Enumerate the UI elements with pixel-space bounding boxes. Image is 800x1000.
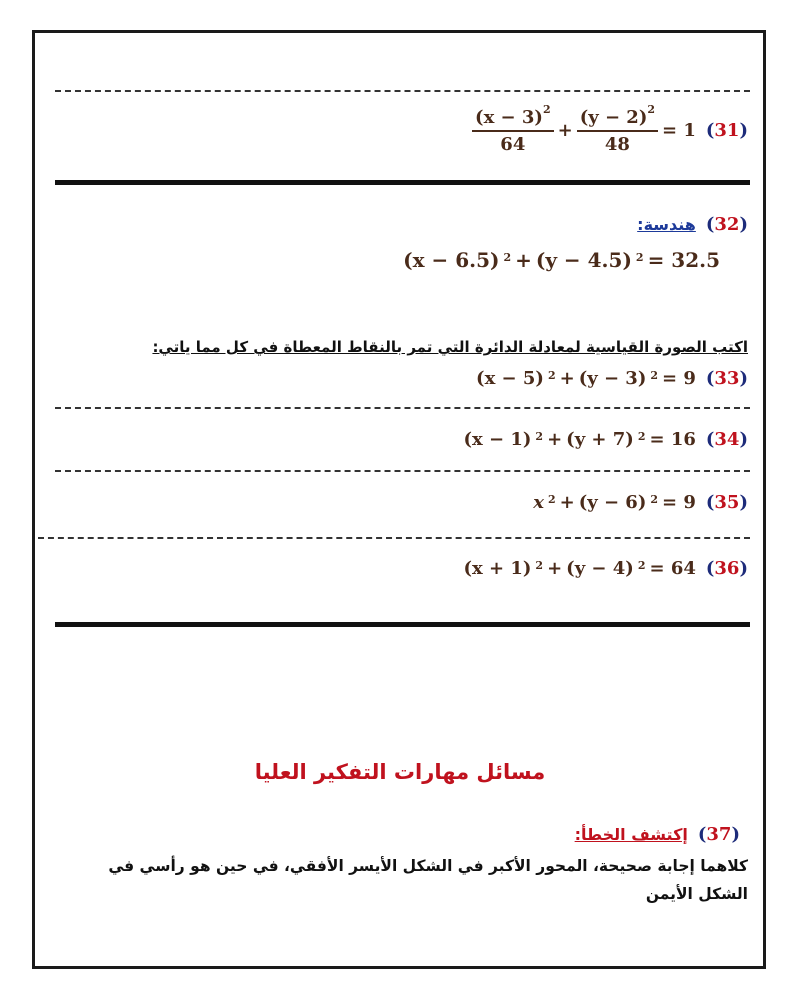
fraction-1: $\frac{(x - 3)^2}{64}$ xyxy=(472,106,554,155)
problem-34: (34) (x − 1) $^2$ + (y + 7) $^2$ = 16 xyxy=(463,429,748,450)
problem-32-equation xyxy=(403,248,720,272)
problem-32-header: (32) هندسة: xyxy=(637,214,748,235)
problem-31 xyxy=(472,103,748,155)
equation: x $^2$ + (y − 6) $^2$ = 9 xyxy=(533,492,696,513)
problem-label: هندسة: xyxy=(637,215,696,234)
equation: (x − 6.5) $^2$ + (y − 4.5) $^2$ = 32.5 xyxy=(403,248,720,272)
separator-dashed xyxy=(55,407,750,409)
equation: (x − 5) $^2$ + (y − 3) $^2$ = 9 xyxy=(476,368,696,389)
answer-text: كلاهما إجابة صحيحة، المحور الأكبر في الشكل الأيسر الأفقي، في حين هو رأسي في الشكل الأيمن xyxy=(108,857,748,903)
problem-37-header: (37) إكتشف الخطأ: xyxy=(574,824,740,845)
separator-dashed xyxy=(38,537,750,539)
separator-thick xyxy=(55,622,750,627)
separator-dashed xyxy=(55,470,750,472)
problem-number: (31) xyxy=(705,120,748,141)
problem-36: (36) (x + 1) $^2$ + (y − 4) $^2$ = 64 xyxy=(463,558,748,579)
problem-35: (35) x $^2$ + (y − 6) $^2$ = 9 xyxy=(533,492,748,513)
equation: $\frac{(x - 3)^2}{64}$ + $\frac{(y - 2)^2}{48}$ = 1 xyxy=(472,106,696,155)
problem-label: إكتشف الخطأ: xyxy=(574,825,688,844)
equation: (x − 1) $^2$ + (y + 7) $^2$ = 16 xyxy=(463,429,696,450)
separator-thick xyxy=(55,180,750,185)
equation: (x + 1) $^2$ + (y − 4) $^2$ = 64 xyxy=(463,558,696,579)
problem-33: (33) (x − 5) $^2$ + (y − 3) $^2$ = 9 xyxy=(476,368,748,389)
instruction-text: اكتب الصورة القياسية لمعادلة الدائرة التي تمر بالنقاط المعطاة في كل مما ياتي: xyxy=(152,338,748,356)
section-title: مسائل مهارات التفكير العليا xyxy=(254,760,546,784)
fraction-2: $\frac{(y - 2)^2}{48}$ xyxy=(577,106,658,155)
separator-dashed xyxy=(55,90,750,92)
